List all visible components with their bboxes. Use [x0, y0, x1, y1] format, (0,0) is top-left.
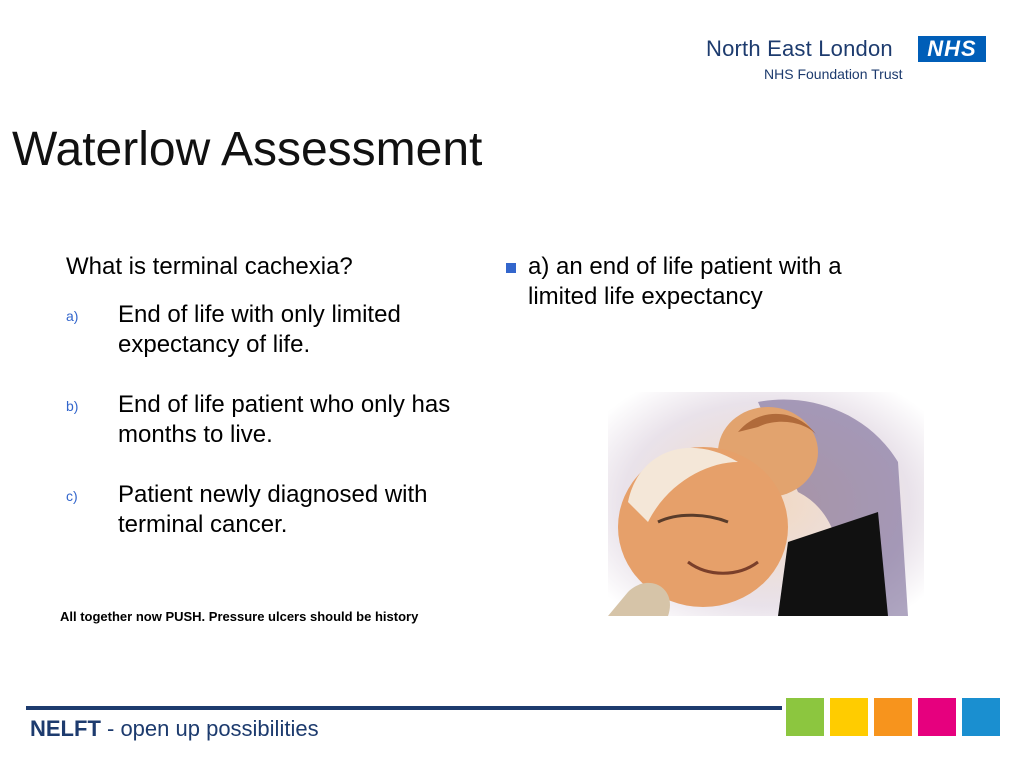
option-b-marker: b) [66, 398, 79, 414]
option-c [66, 480, 466, 540]
color-swatch-1 [786, 698, 824, 736]
color-swatches [786, 698, 1000, 736]
option-b [66, 390, 466, 450]
tagline-text: - open up possibilities [100, 716, 319, 741]
option-a-marker: a) [66, 308, 79, 324]
nhs-logo [706, 36, 986, 86]
illustration-image [608, 392, 924, 616]
push-note: All together now PUSH. Pressure ulcers should be history [60, 609, 419, 624]
org-subtitle: NHS Foundation Trust [764, 66, 903, 82]
square-bullet-icon [506, 263, 516, 273]
color-swatch-3 [874, 698, 912, 736]
option-a [66, 300, 466, 360]
footer-tagline [30, 716, 319, 742]
color-swatch-4 [918, 698, 956, 736]
answer-item [504, 252, 904, 312]
nhs-badge: NHS [918, 36, 986, 62]
option-a-text: End of life with only limited expectancy of life. [118, 301, 401, 358]
footer-rule [26, 706, 782, 710]
option-c-text: Patient newly diagnosed with terminal cancer. [118, 481, 428, 538]
nelft-brand: NELFT [30, 716, 101, 741]
color-swatch-5 [962, 698, 1000, 736]
question-text: What is terminal cachexia? [66, 253, 353, 280]
answer-text: a) an end of life patient with a limited life expectancy [528, 253, 842, 310]
answer-column [504, 252, 904, 312]
question-column [66, 252, 466, 570]
org-name: North East London [706, 36, 893, 61]
color-swatch-2 [830, 698, 868, 736]
slide-title: Waterlow Assessment [12, 123, 483, 176]
option-c-marker: c) [66, 488, 78, 504]
option-b-text: End of life patient who only has months to live. [118, 391, 451, 448]
